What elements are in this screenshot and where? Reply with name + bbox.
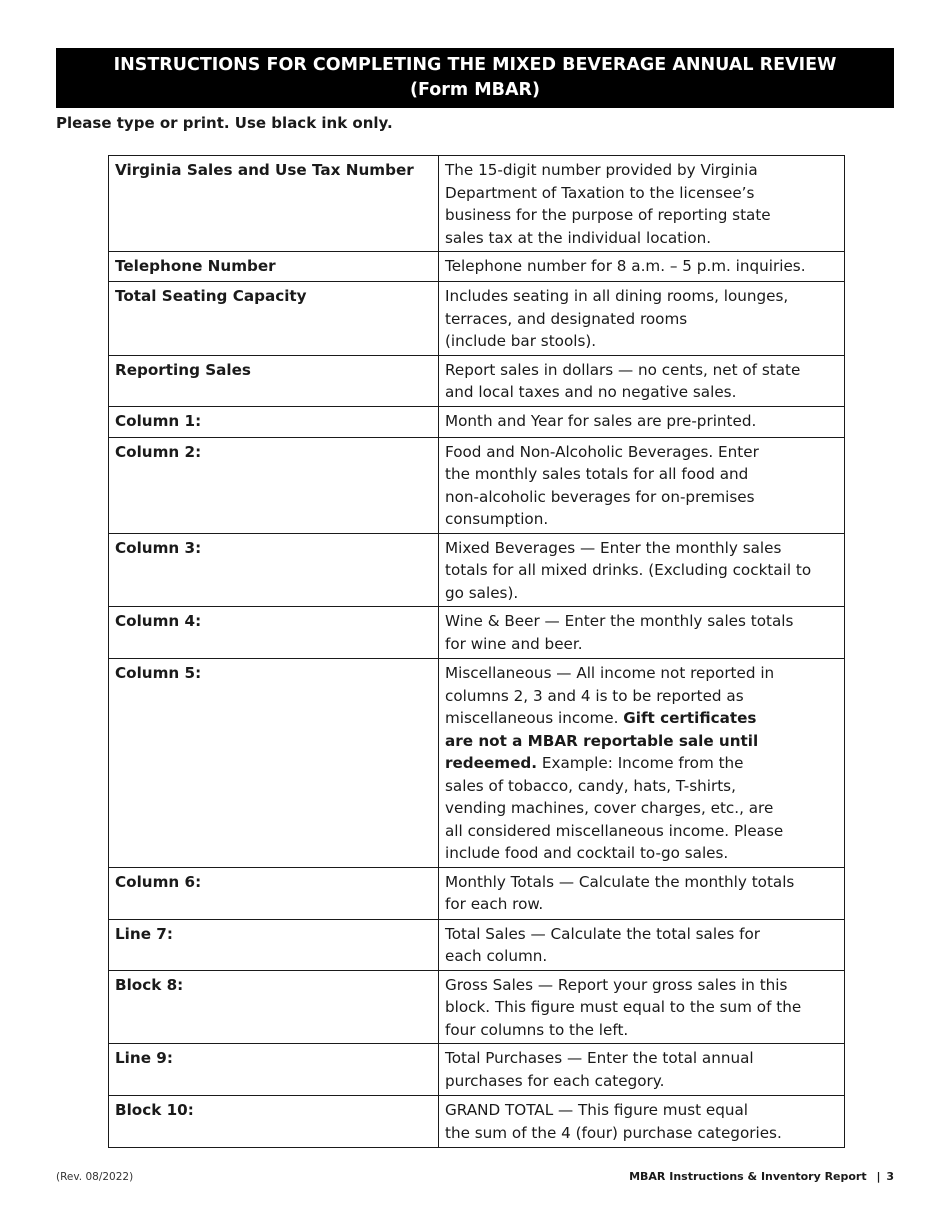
table-row [109,607,845,659]
page-number: 3 [886,1170,894,1183]
definition-cell: Monthly Totals — Calculate the monthly totals for each row. [439,867,845,919]
term-cell: Reporting Sales [109,355,439,406]
term-cell: Block 8: [109,970,439,1044]
instruction-note: Please type or print. Use black ink only. [56,114,393,132]
definition-cell: Total Purchases — Enter the total annual purchases for each category. [439,1044,845,1096]
title-line-1: INSTRUCTIONS FOR COMPLETING THE MIXED BEVERAGE ANNUAL REVIEW [113,55,837,75]
table-row [109,355,845,406]
definition-cell: The 15-digit number provided by Virginia Department of Taxation to the licensee’s business for the purpose of reporting state sales tax at the individual location. [439,156,845,252]
term-cell: Column 6: [109,867,439,919]
term-cell: Column 2: [109,437,439,533]
page-title [56,48,894,108]
definition-cell: Includes seating in all dining rooms, lounges, terraces, and designated rooms (include bar stools). [439,282,845,356]
page-footer [629,1170,894,1183]
term-cell: Block 10: [109,1096,439,1148]
gift-certificate-note: Gift certificates are not a MBAR reportable sale until redeemed. [445,709,759,772]
table-row [109,252,845,282]
table-row [109,1044,845,1096]
definition-cell: Mixed Beverages — Enter the monthly sales totals for all mixed drinks. (Excluding cocktail to go sales). [439,533,845,607]
definition-cell: Telephone number for 8 a.m. – 5 p.m. inquiries. [439,252,845,282]
table-row [109,156,845,252]
report-name: MBAR Instructions & Inventory Report [629,1170,867,1183]
term-cell: Telephone Number [109,252,439,282]
revision-date: (Rev. 08/2022) [56,1171,134,1183]
term-cell: Column 5: [109,659,439,868]
table-row [109,970,845,1044]
table-row [109,406,845,437]
term-cell: Virginia Sales and Use Tax Number [109,156,439,252]
term-cell: Column 4: [109,607,439,659]
table-row [109,437,845,533]
term-cell: Total Seating Capacity [109,282,439,356]
definition-cell: Miscellaneous — All income not reported in columns 2, 3 and 4 is to be reported as miscellaneous income. Gift certificates are not a MBAR reportable sale until redeemed. Example: Income from the sales of tobacco, candy, hats, T-shirts, vending machines, cover charges, etc., are all considered miscellaneous income. Please include food and cocktail to-go sales. [439,659,845,868]
table-row [109,282,845,356]
term-cell: Column 1: [109,406,439,437]
footer-separator: | [876,1170,881,1183]
term-cell: Column 3: [109,533,439,607]
title-line-2: (Form MBAR) [410,80,540,100]
table-row [109,533,845,607]
table-row [109,867,845,919]
term-cell: Line 7: [109,919,439,970]
definition-cell: GRAND TOTAL — This figure must equal the sum of the 4 (four) purchase categories. [439,1096,845,1148]
instructions-table [108,155,845,1148]
table-row [109,659,845,868]
definition-cell: Gross Sales — Report your gross sales in this block. This figure must equal to the sum of the four columns to the left. [439,970,845,1044]
table-row [109,919,845,970]
term-cell: Line 9: [109,1044,439,1096]
definition-cell: Report sales in dollars — no cents, net of state and local taxes and no negative sales. [439,355,845,406]
definition-cell: Food and Non-Alcoholic Beverages. Enter the monthly sales totals for all food and non-alcoholic beverages for on-premises consumption. [439,437,845,533]
definition-cell: Total Sales — Calculate the total sales for each column. [439,919,845,970]
definition-cell: Wine & Beer — Enter the monthly sales totals for wine and beer. [439,607,845,659]
definition-cell: Month and Year for sales are pre-printed. [439,406,845,437]
table-row [109,1096,845,1148]
